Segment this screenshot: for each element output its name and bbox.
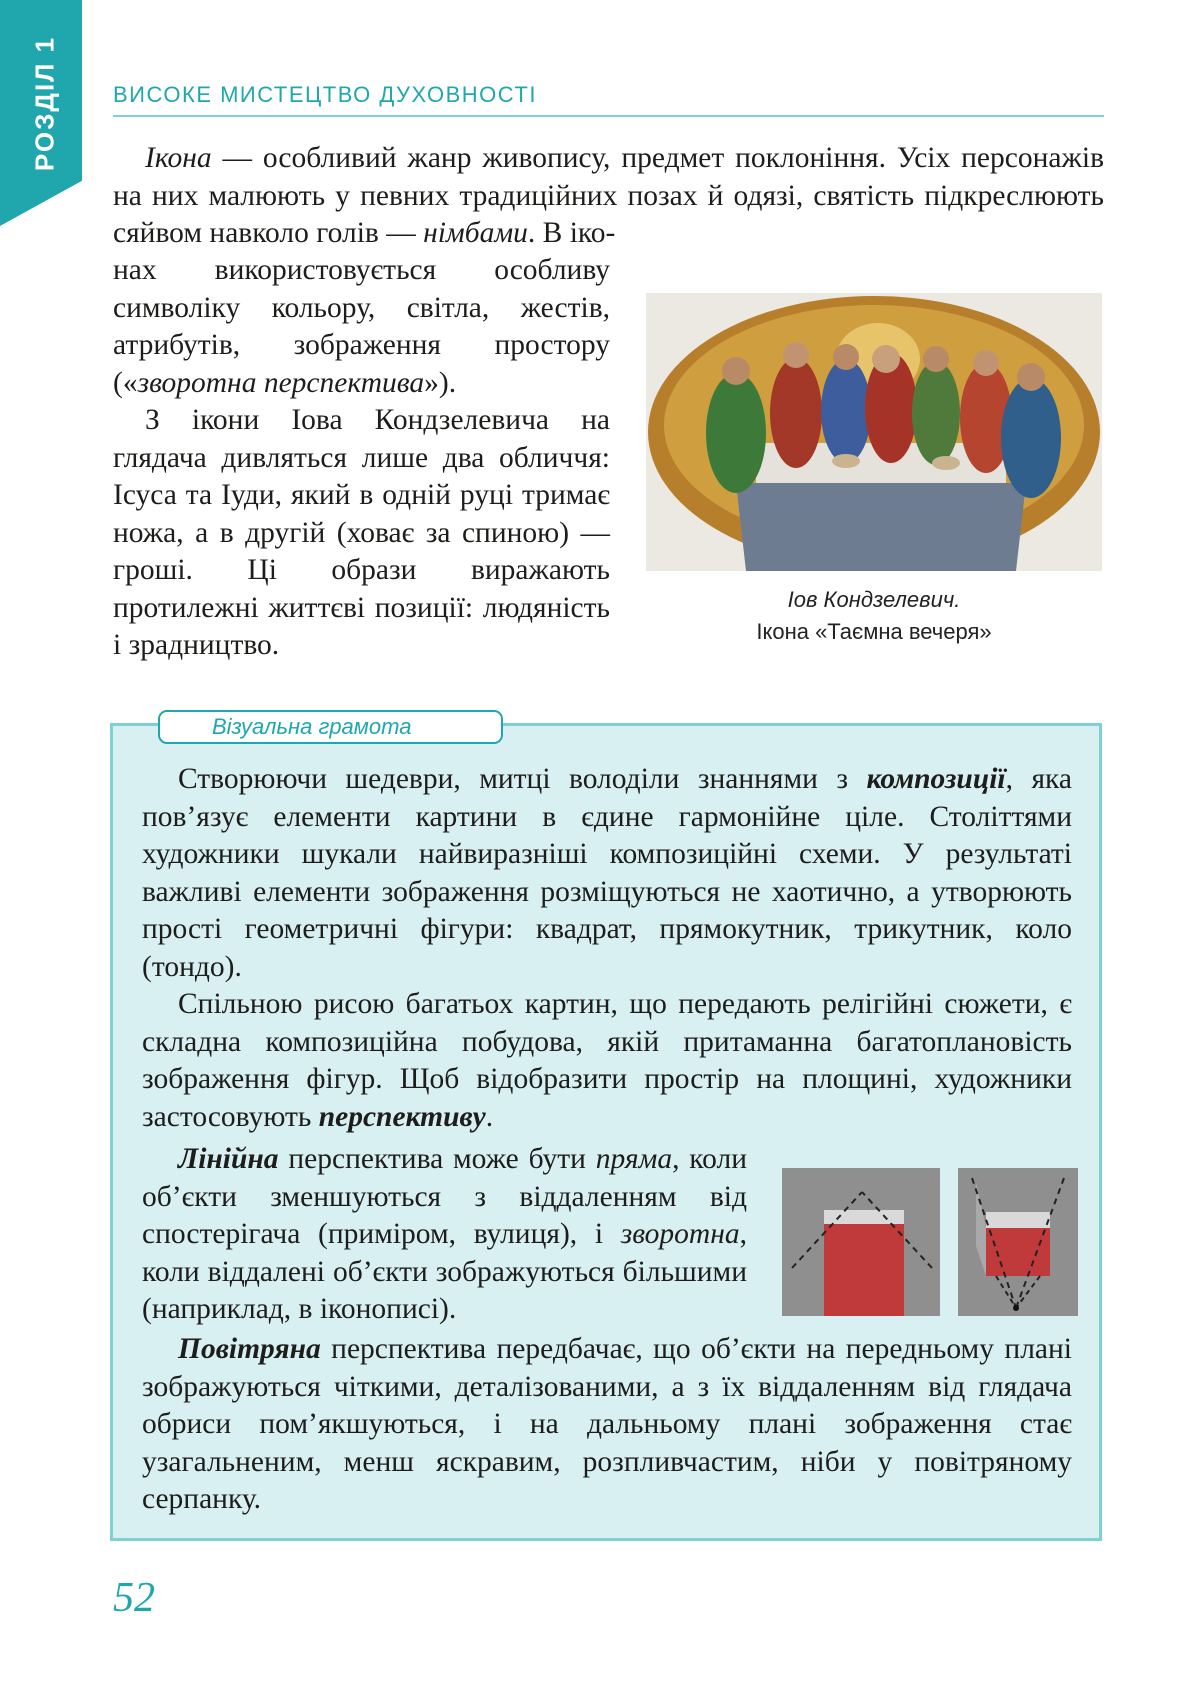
- intro-text-1: — особливий жанр живопису, предмет поклоніння. Усіх персонажів на них малюють у певних традиційних позах й одязі, святість підкреслюють сяйвом навколо голів —: [113, 142, 1104, 249]
- box-p2-a: Спільною рисою багатьох картин, що передають релігійні сюжети, є складна композиційна побудова, якій притаманна багатоплановість зображення фігур. Щоб відобразити простір на площині, художники застосовують: [142, 988, 1072, 1133]
- direct-perspective-diagram: [782, 1168, 940, 1316]
- caption-author: Іов Кондзелевич.: [787, 587, 961, 612]
- term-direct: пряма: [595, 1143, 673, 1175]
- column-p1-text: нах використовується особливу символіку кольору, світла, жестів, атрибутів, зображення простору («: [113, 254, 610, 399]
- visual-literacy-body: [142, 761, 1072, 1136]
- term-composition: композиції: [866, 763, 1006, 795]
- intro-paragraph: [113, 140, 1104, 253]
- box-p3-a: перспектива може бути: [278, 1143, 596, 1175]
- box-p2-b: .: [485, 1100, 494, 1133]
- last-supper-icon-image: [646, 293, 1102, 571]
- chapter-tab-label: РОЗДІЛ 1: [29, 35, 60, 172]
- term-perspective: перспективу: [318, 1100, 486, 1133]
- box-paragraph-2: [142, 986, 1072, 1136]
- column-paragraph-2: З ікони Іова Кондзелевича на глядача дивляться лише два обличчя: Ісуса та Іуди, який в одній руці тримає ножа, а в другій (ховає за спиною) — гроші. Ці образи виражають протилежні життєві позиції: людяність і зрадництво.: [113, 404, 610, 661]
- aerial-perspective-paragraph: [142, 1331, 1072, 1519]
- term-reverse: зворотна: [620, 1218, 740, 1250]
- section-title: ВИСОКЕ МИСТЕЦТВО ДУХОВНОСТІ: [113, 82, 537, 107]
- left-column: [113, 252, 610, 665]
- box-p1-b: , яка пов’язує елементи картини в єдине гармонійне ціле. Століттями художники шукали найвиразніші композиційні схеми. У результаті важливі елементи зображення розміщуються не хаотично, а утворюють прості геометричні фігури: квадрат, прямокутник, трикутник, коло (тондо).: [142, 763, 1072, 983]
- caption-title: Ікона «Таємна вечеря»: [756, 619, 992, 644]
- reverse-perspective-diagram: [958, 1168, 1078, 1316]
- column-p1-end: »).: [424, 366, 457, 399]
- column-paragraph-1: [113, 252, 610, 402]
- box-p1-a: Створюючи шедеври, митці володіли знаннями з: [178, 763, 867, 795]
- term-aerial: Повітряна: [178, 1333, 321, 1365]
- visual-literacy-label: Візуальна грамота: [158, 710, 503, 744]
- linear-perspective-paragraph: [142, 1141, 747, 1329]
- figure-caption: [646, 584, 1102, 648]
- title-rule: [113, 115, 1104, 117]
- term-linear: Лінійна: [178, 1143, 279, 1175]
- term-icon-genre: Ікона: [145, 142, 212, 174]
- term-nimbus: німбами: [423, 217, 528, 249]
- reverse-perspective-term: зворотна перспектива: [137, 366, 425, 399]
- box-paragraph-4: [142, 1331, 1072, 1519]
- intro-text-2: . В іко-: [527, 217, 616, 249]
- box-p4-a: перспектива передбачає, що об’єкти на передньому плані зображуються чіткими, деталізованими, а з їх віддаленням від глядача обриси пом’якшуються, і на дальньому плані зображення стає узагальненим, менш яскравим, розпливчастим, ніби у повітряному серпанку.: [142, 1333, 1072, 1515]
- page-number: 52: [113, 1575, 155, 1621]
- box-paragraph-3: [142, 1141, 747, 1329]
- box-p3-b: , коли об’єкти зменшуються з віддаленням від спостерігача (приміром, вулиця), і: [142, 1143, 747, 1250]
- box-paragraph-1: [142, 761, 1072, 986]
- box-p3-c: , коли віддалені об’єкти зображуються більшими (наприклад, в іконописі).: [142, 1218, 747, 1325]
